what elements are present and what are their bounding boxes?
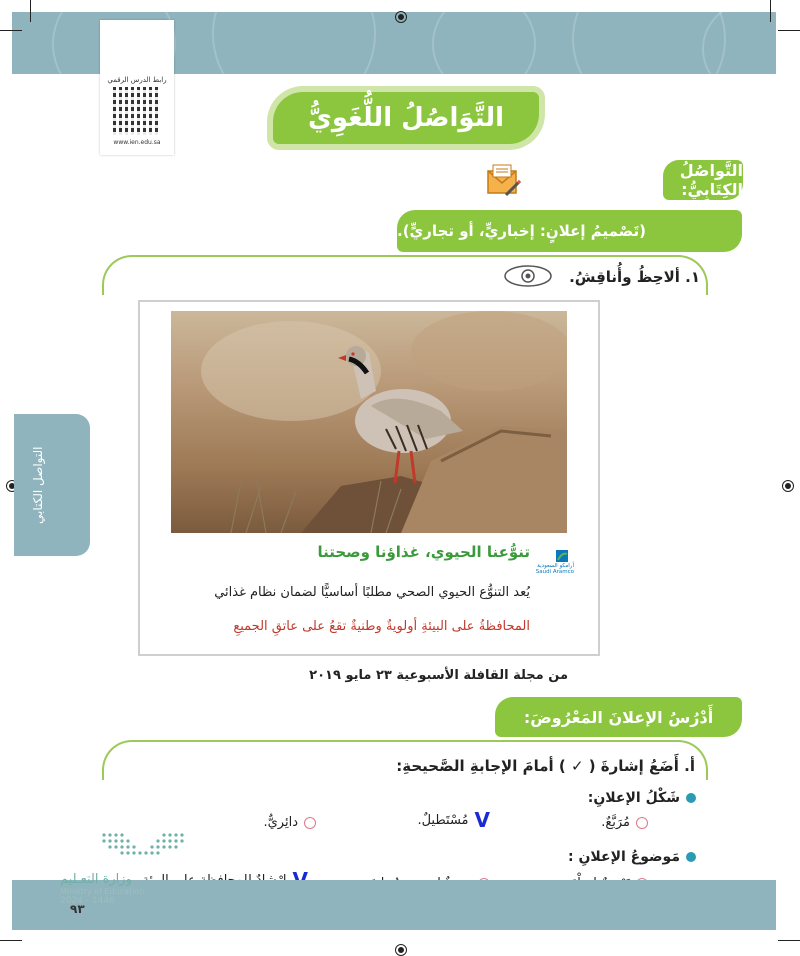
ad-body-line: يُعد التنوُّع الحيوي الصحي مطلبًا أساسيًّا لضمان نظام غذائي bbox=[214, 585, 530, 600]
radio-circle-icon[interactable] bbox=[304, 817, 316, 829]
crop-mark bbox=[778, 30, 800, 31]
check-mark-icon: V bbox=[474, 808, 490, 832]
side-tab-label: التواصل الكتابي bbox=[31, 446, 45, 524]
radio-circle-icon[interactable] bbox=[636, 817, 648, 829]
crop-mark bbox=[0, 940, 22, 941]
eye-icon bbox=[503, 264, 553, 288]
aramco-logo bbox=[522, 548, 574, 578]
crop-mark bbox=[770, 0, 771, 22]
option-label: دائِريٌّ. bbox=[263, 815, 298, 830]
crop-mark bbox=[30, 0, 31, 22]
question-ad-topic bbox=[568, 849, 696, 865]
written-communication-heading bbox=[663, 160, 743, 200]
registration-mark bbox=[395, 944, 407, 956]
aramco-name-en: Saudi Aramco bbox=[535, 569, 574, 575]
page-number: ٩٣ bbox=[70, 902, 85, 916]
partridge-illustration bbox=[171, 311, 567, 533]
lesson-title bbox=[273, 92, 539, 144]
task-heading bbox=[397, 210, 742, 252]
bullet-icon bbox=[686, 852, 696, 862]
instruction-text: أ. أَضَعُ إشارةَ ( ✓ ) أمامَ الإجابةِ الصَّحيحةِ: bbox=[396, 757, 695, 775]
qr-label: رابط الدرس الرقمي bbox=[107, 76, 167, 84]
qr-code-icon[interactable] bbox=[113, 87, 161, 135]
study-ad-heading bbox=[495, 697, 742, 737]
question-label: مَوضوعُ الإعلانِ : bbox=[567, 849, 680, 865]
ministry-name-ar: وزارة التعـليم bbox=[60, 872, 132, 887]
ad-source-caption: من مجلة القافلة الأسبوعية ٢٣ مايو ٢٠١٩ bbox=[309, 668, 568, 683]
option-rectangle[interactable] bbox=[417, 810, 490, 830]
option-label: مُسْتَطيلٌ. bbox=[417, 812, 469, 828]
ad-slogan: المحافظةُ على البيئةِ أولويةٌ وطنيةٌ تقعُ على عاتقِ الجميعِ bbox=[233, 619, 530, 634]
crop-mark bbox=[778, 940, 800, 941]
ad-headline: تنوُّعنا الحيوي، غذاؤنا وصحتنا bbox=[317, 543, 530, 561]
task-heading-text: (تَصْميمُ إعلانٍ: إخباريٍّ، أو تجاريٍّ). bbox=[397, 222, 646, 240]
ministry-name bbox=[60, 872, 160, 906]
crop-mark bbox=[0, 30, 22, 31]
registration-mark bbox=[395, 11, 407, 23]
ministry-year: 2024 - 1446 bbox=[60, 896, 115, 906]
question-ad-shape bbox=[588, 790, 696, 806]
aramco-name-ar: أرامكو السعودية bbox=[537, 563, 574, 569]
option-label: مُرَبَّعٌ. bbox=[601, 815, 630, 830]
registration-mark bbox=[782, 480, 794, 492]
envelope-pencil-icon bbox=[486, 163, 522, 197]
observe-discuss-heading: ١. ألاحِظُ وأُناقِشُ. bbox=[569, 268, 700, 286]
ministry-name-en: Ministry of Education bbox=[60, 887, 145, 896]
qr-url: www.ien.edu.sa bbox=[113, 139, 161, 146]
question-label: شَكْلُ الإعلانِ: bbox=[587, 790, 680, 806]
study-heading-text: أَدْرُسُ الإعلانَ المَعْرُوضَ: bbox=[523, 707, 714, 727]
bullet-icon bbox=[686, 793, 696, 803]
option-circular[interactable] bbox=[264, 815, 317, 830]
lesson-title-text: التَّوَاصُلُ اللُّغَوِيُّ bbox=[308, 103, 504, 133]
option-square[interactable] bbox=[601, 815, 648, 830]
written-heading-text: التَّواصُلُ الكِتَابِيُّ: bbox=[679, 161, 743, 199]
qr-code-panel[interactable] bbox=[100, 20, 174, 155]
partridge-photo bbox=[171, 311, 567, 533]
